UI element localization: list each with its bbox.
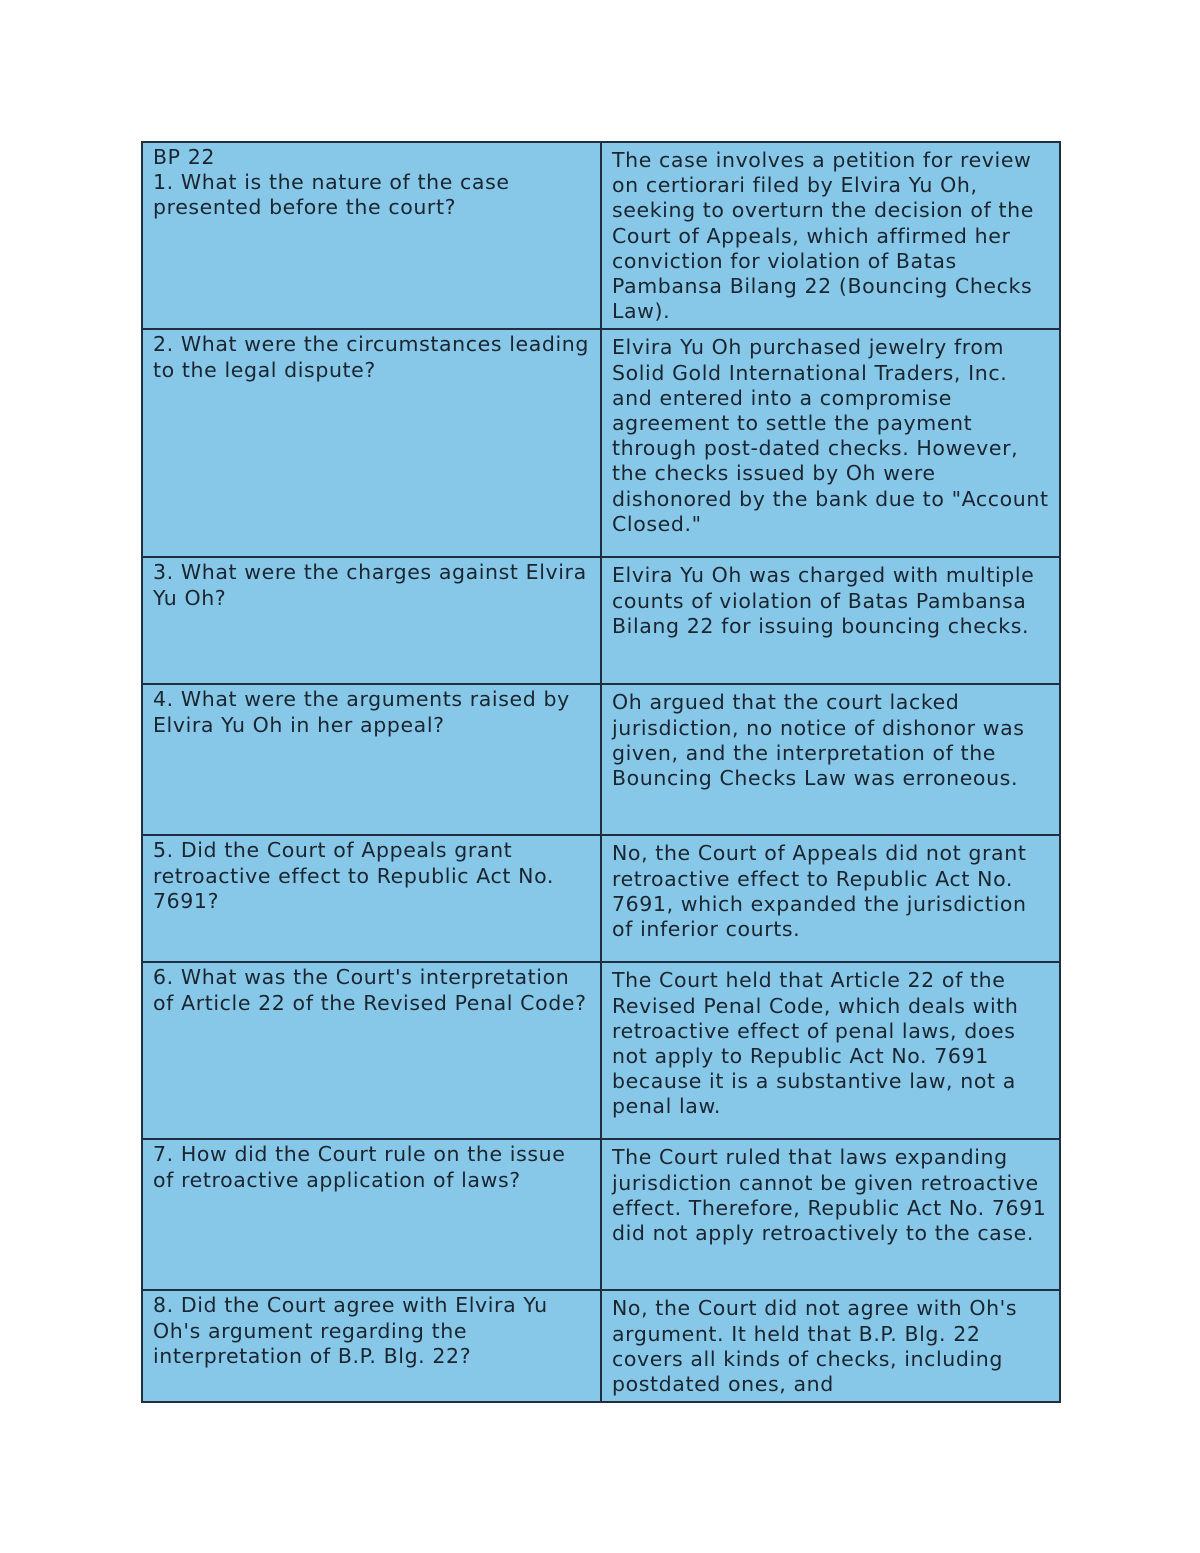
heading-label: BP 22 — [153, 145, 216, 169]
answer-cell: Elvira Yu Oh purchased jewelry from Solid Gold International Traders, Inc. and entered into a compromise agreement to settle the payment through post-dated checks. However, the checks issued by Oh were dishonored by the bank due to "Account Closed." — [601, 329, 1060, 557]
question-text: 2. What were the circumstances leading to the legal dispute? — [153, 332, 590, 382]
table-row — [142, 962, 1060, 1139]
answer-cell: The Court ruled that laws expanding jurisdiction cannot be given retroactive effect. Therefore, Republic Act No. 7691 did not apply retroactively to the case. — [601, 1139, 1060, 1290]
table-row — [142, 1290, 1060, 1402]
table-row — [142, 329, 1060, 557]
question-text: 3. What were the charges against Elvira Yu Oh? — [153, 560, 587, 610]
question-cell — [142, 1290, 601, 1402]
question-text: 4. What were the arguments raised by Elvira Yu Oh in her appeal? — [153, 687, 570, 737]
qa-table — [141, 141, 1061, 1403]
question-cell — [142, 329, 601, 557]
answer-cell: Elvira Yu Oh was charged with multiple counts of violation of Batas Pambansa Bilang 22 for issuing bouncing checks. — [601, 557, 1060, 684]
question-text: 5. Did the Court of Appeals grant retroactive effect to Republic Act No. 7691? — [153, 838, 555, 913]
question-text: 8. Did the Court agree with Elvira Yu Oh's argument regarding the interpretation of B.P. Blg. 22? — [153, 1293, 548, 1368]
question-cell — [142, 962, 601, 1139]
question-cell — [142, 835, 601, 962]
table-row — [142, 835, 1060, 962]
question-text: 6. What was the Court's interpretation of Article 22 of the Revised Penal Code? — [153, 965, 587, 1015]
question-cell — [142, 684, 601, 835]
answer-cell: The case involves a petition for review on certiorari filed by Elvira Yu Oh, seeking to overturn the decision of the Court of Appeals, which affirmed her conviction for violation of Batas Pambansa Bilang 22 (Bouncing Checks Law). — [601, 142, 1060, 329]
table-row — [142, 1139, 1060, 1290]
question-text: 7. How did the Court rule on the issue of retroactive application of laws? — [153, 1142, 566, 1192]
answer-cell: The Court held that Article 22 of the Revised Penal Code, which deals with retroactive effect of penal laws, does not apply to Republic Act No. 7691 because it is a substantive law, not a penal law. — [601, 962, 1060, 1139]
table-row — [142, 142, 1060, 329]
table-row — [142, 557, 1060, 684]
question-text: 1. What is the nature of the case presented before the court? — [153, 170, 510, 220]
table-row — [142, 684, 1060, 835]
question-cell — [142, 557, 601, 684]
answer-cell: No, the Court did not agree with Oh's argument. It held that B.P. Blg. 22 covers all kinds of checks, including postdated ones, and — [601, 1290, 1060, 1402]
question-cell — [142, 142, 601, 329]
answer-cell: No, the Court of Appeals did not grant retroactive effect to Republic Act No. 7691, which expanded the jurisdiction of inferior courts. — [601, 835, 1060, 962]
answer-cell: Oh argued that the court lacked jurisdiction, no notice of dishonor was given, and the interpretation of the Bouncing Checks Law was erroneous. — [601, 684, 1060, 835]
question-cell — [142, 1139, 601, 1290]
